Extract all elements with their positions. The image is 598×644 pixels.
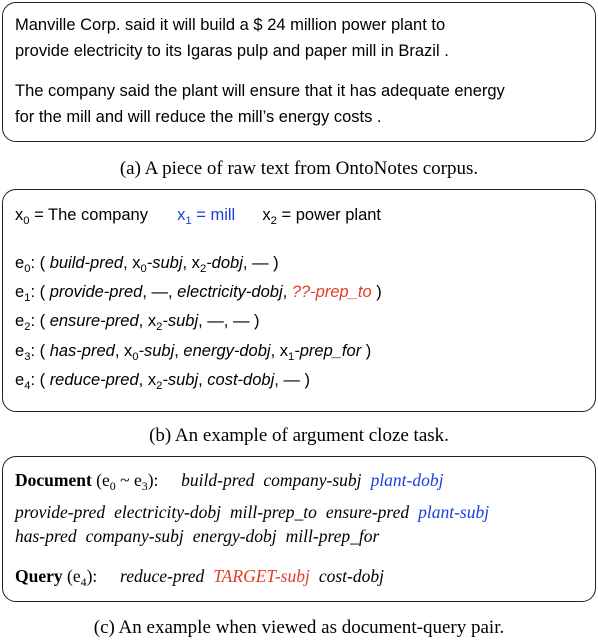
caption-c: (c) An example when viewed as document-query pair. (93, 617, 505, 638)
caption-b: (b) An example of argument cloze task. (149, 425, 449, 446)
event-e1: $e_1$: ( provide-pred, —, electricity-dobj, ??-prep_to ) (15, 283, 382, 304)
target-argument: TARGET-subj (213, 566, 310, 586)
missing-argument: ??-prep_to (291, 283, 372, 301)
entity-x1: $x_1$ = mill (177, 206, 236, 227)
raw-text-line-3: The company said the plant will ensure that it has adequate energy (15, 82, 505, 100)
event-e3: $e_3$: ( has-pred, $x_0$-subj, energy-dobj, $x_1-prep\_for$ ) (15, 342, 372, 363)
raw-text-line-2: provide electricity to its Igaras pulp and paper mill in Brazil . (15, 42, 449, 60)
document-line-1: Document ($e_0$ ~ $e_3$): build-pred company-subj plant-dobj (15, 470, 444, 494)
event-e4: $e_4$: ( reduce-pred, $x_2$-subj, cost-dobj, — ) (15, 371, 310, 392)
document-line-3: has-pred company-subj energy-dobj mill-prep_for (15, 526, 380, 546)
caption-a: (a) A piece of raw text from OntoNotes corpus. (119, 158, 479, 179)
document-line-2: provide-pred electricity-dobj mill-prep_to ensure-pred plant-subj (15, 502, 490, 522)
entity-definitions (15, 206, 381, 225)
entity-x0: $x_0$ = The company (15, 206, 148, 227)
raw-text-line-4: for the mill and will reduce the mill’s energy costs . (15, 108, 382, 126)
document-label: Document (15, 470, 92, 490)
query-label: Query (15, 566, 63, 586)
event-e0: $e_0$: ( build-pred, $x_0$-subj, $x_2$-dobj, — ) (15, 254, 279, 275)
event-e2: $e_2$: ( ensure-pred, $x_2$-subj, —, — ) (15, 312, 260, 333)
query-line: Query $(e_4)$: reduce-pred TARGET-subj cost-dobj (15, 566, 384, 590)
entity-x2: $x_2$ = power plant (262, 206, 382, 227)
raw-text-line-1: Manville Corp. said it will build a $ 24 million power plant to (15, 16, 446, 34)
